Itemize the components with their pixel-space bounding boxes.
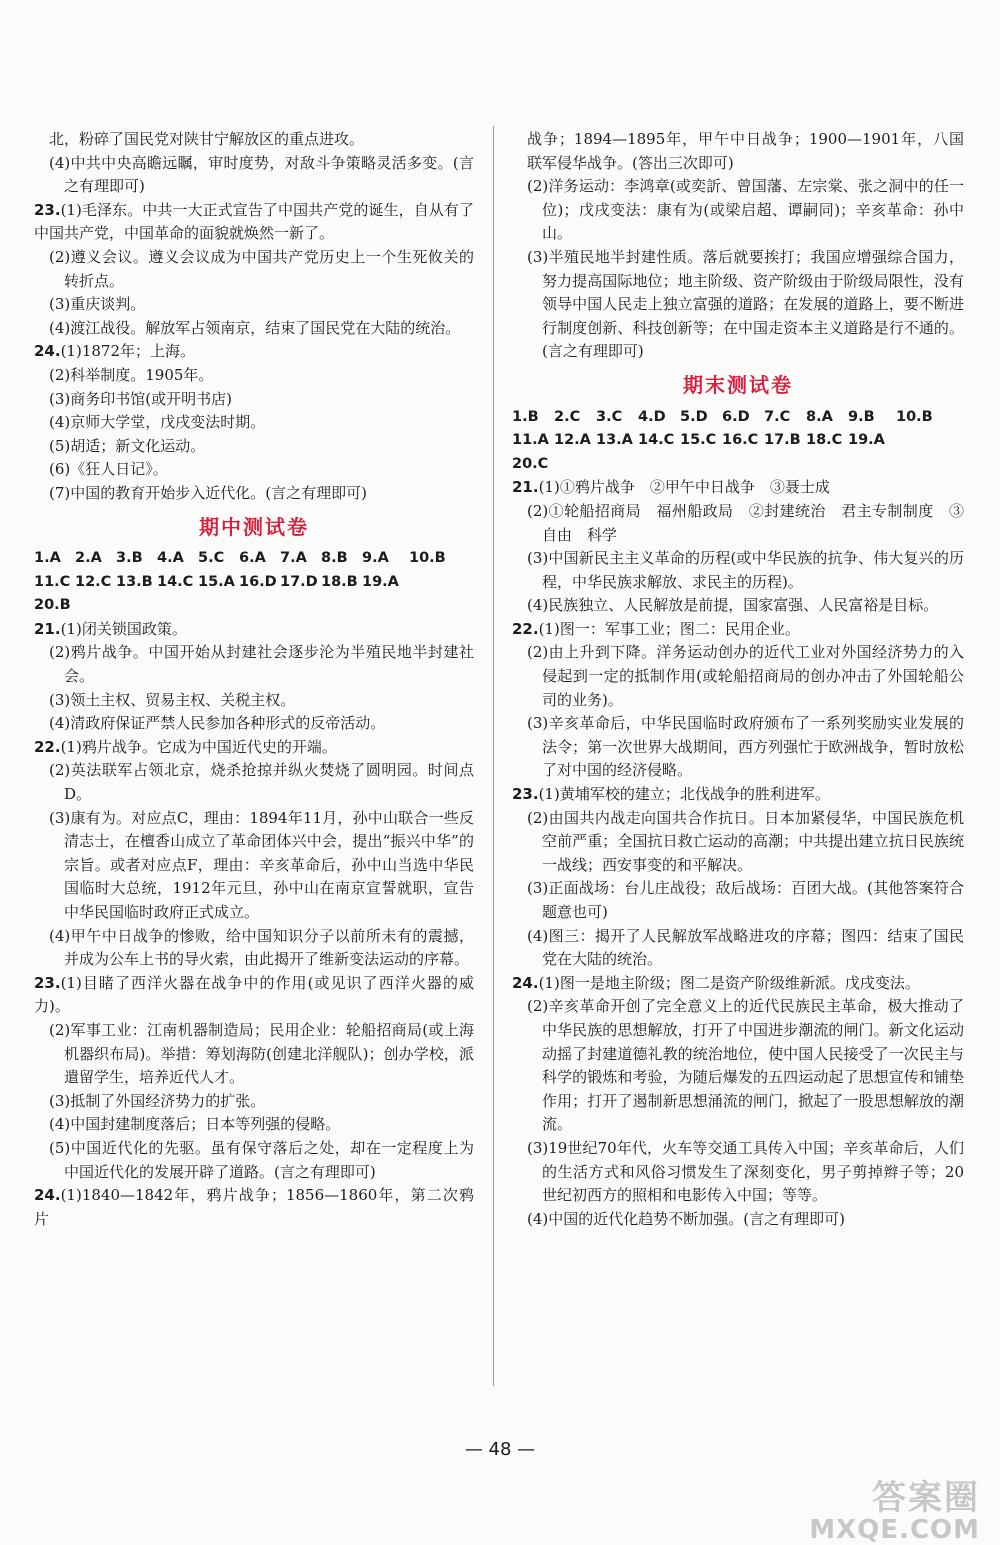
answer-text: (4)清政府保证严禁人民参加各种形式的反帝活动。 <box>49 714 386 733</box>
question-number: 23. <box>512 785 539 804</box>
answer-text: (2)遵义会议。遵义会议成为中国共产党历史上一个生死攸关的转折点。 <box>49 247 474 290</box>
answer-line <box>512 175 964 246</box>
mc-answer: 5.C <box>198 550 225 567</box>
mc-answer: 12.A <box>554 432 591 449</box>
answer-text: (4)中国的近代化趋势不断加强。(言之有理即可) <box>527 1209 845 1228</box>
answer-text: (3)辛亥革命后，中华民国临时政府颁布了一系列奖励实业发展的法令；第一次世界大战期间，西方列强忙于欧洲战争，暂时放松了对中国的经济侵略。 <box>527 714 964 780</box>
watermark-logo-text: 答案圈 <box>872 1478 980 1518</box>
answer-text: (5)胡适；新文化运动。 <box>49 436 206 455</box>
answer-text: (2)辛亥革命开创了完全意义上的近代民族民主革命，极大推动了中华民族的思想解放，打开了中国进步潮流的闸门。新文化运动动摇了封建道德礼教的统治地位，使中国人民接受了一次民主与科学的锻炼和考验，为随后爆发的五四运动起了思想宣传和铺垫作用；打开了遏制新思想涌流的闸门，掀起了一股思想解放的潮流。 <box>527 997 964 1134</box>
answer-line <box>34 736 474 760</box>
answer-line <box>34 689 474 713</box>
question-number: 21. <box>34 619 61 638</box>
answer-text: (3)抵制了外国经济势力的扩张。 <box>49 1091 266 1110</box>
mc-answer: 19.A <box>848 432 885 449</box>
answer-line <box>512 500 964 547</box>
answer-line <box>512 618 964 642</box>
question-number: 23. <box>34 200 61 219</box>
mc-row <box>34 594 474 618</box>
question-number: 23. <box>34 973 61 992</box>
final-multiple-choice <box>512 406 964 477</box>
mc-answer: 9.B <box>848 408 875 425</box>
question-number: 22. <box>34 737 61 756</box>
mc-answer: 8.B <box>321 550 348 567</box>
answer-line <box>34 972 474 1019</box>
answer-line <box>512 476 964 500</box>
answer-line <box>34 199 474 246</box>
answer-text: (2)①轮船招商局 福州船政局 ②封建统治 君主专制制度 ③自由 科学 <box>527 501 964 544</box>
mc-row <box>512 406 964 430</box>
mc-answer: 7.A <box>280 550 307 567</box>
mc-row <box>34 571 474 595</box>
answer-text: (3)商务印书馆(或开明书店) <box>49 389 232 408</box>
left-post-answers <box>34 618 474 1231</box>
mc-answer: 7.C <box>764 408 791 425</box>
answer-line <box>34 152 474 199</box>
answer-text: (3)重庆谈判。 <box>49 295 146 314</box>
right-column <box>512 128 964 1231</box>
answer-text: (6)《狂人日记》。 <box>49 460 168 479</box>
answer-text: (2)洋务运动：李鸿章(或奕訢、曾国藩、左宗棠、张之洞中的任一位)；戊戌变法：康有为(或梁启超、谭嗣同)；辛亥革命：孙中山。 <box>527 177 964 243</box>
mc-answer: 15.A <box>198 573 235 590</box>
answer-text: (3)领土主权、贸易主权、关税主权。 <box>49 690 296 709</box>
mc-answer: 4.A <box>157 550 184 567</box>
answer-text: (2)军事工业：江南机器制造局；民用企业：轮船招商局(或上海机器织布局)。举措：筹划海防(创建北洋舰队)；创办学校，派遣留学生，培养近代人才。 <box>49 1020 474 1087</box>
answer-line <box>34 340 474 364</box>
answer-text: (3)半殖民地半封建性质。落后就要挨打；我国应增强综合国力，努力提高国际地位；地主阶级、资产阶级由于阶级局限性，没有领导中国人民走上独立富强的道路；在发展的道路上，要不断进行制度创新、科技创新等；在中国走资本主义道路是行不通的。(言之有理即可) <box>527 247 964 361</box>
answer-text: (3)19世纪70年代，火车等交通工具传入中国；辛亥革命后，人们的生活方式和风俗习惯发生了深刻变化，男子剪掉辫子等；20世纪初西方的照相和电影传入中国；等等。 <box>527 1138 964 1205</box>
answer-line <box>34 759 474 806</box>
answer-line <box>512 807 964 878</box>
answer-line <box>512 783 964 807</box>
mc-answer: 2.C <box>554 408 581 425</box>
mc-answer: 10.B <box>896 408 933 425</box>
answer-line <box>512 925 964 972</box>
answer-line <box>512 246 964 364</box>
answer-text: (2)科举制度。1905年。 <box>49 365 214 384</box>
mc-answer: 11.A <box>512 432 549 449</box>
answer-line <box>34 807 474 925</box>
mc-answer: 14.C <box>157 573 194 590</box>
answer-line <box>34 712 474 736</box>
final-section-title: 期末测试卷 <box>683 372 793 397</box>
left-column <box>34 128 474 1231</box>
mc-answer: 16.C <box>722 432 759 449</box>
answer-line <box>512 1208 964 1232</box>
mc-answer: 12.C <box>75 573 112 590</box>
answer-line <box>34 1090 474 1114</box>
answer-text: (4)中国封建制度落后；日本等列强的侵略。 <box>49 1115 341 1134</box>
left-pre-answers <box>34 128 474 506</box>
page-number: — 48 — <box>464 1439 536 1460</box>
mc-answer: 13.B <box>116 573 153 590</box>
mc-answer: 1.A <box>34 550 61 567</box>
mc-answer: 1.B <box>512 408 539 425</box>
watermark-url: MXQE.COM <box>809 1515 980 1545</box>
answer-text: (4)中共中央高瞻远瞩，审时度势，对敌斗争策略灵活多变。(言之有理即可) <box>49 153 474 196</box>
answer-line <box>34 246 474 293</box>
mc-row <box>512 429 964 453</box>
answer-line <box>512 594 964 618</box>
answer-line <box>34 458 474 482</box>
answer-line <box>512 641 964 712</box>
answer-text: (2)英法联军占领北京，烧杀抢掠并纵火焚烧了圆明园。时间点D。 <box>49 761 474 804</box>
mc-answer: 3.B <box>116 550 143 567</box>
answer-line <box>34 411 474 435</box>
answer-text: (1)①鸦片战争 ②甲午中日战争 ③聂士成 <box>538 478 830 497</box>
mc-answer: 14.C <box>638 432 675 449</box>
mc-answer: 16.D <box>239 573 277 590</box>
mc-answer: 20.C <box>512 455 549 472</box>
answer-text: 北，粉碎了国民党对陕甘宁解放区的重点进攻。 <box>49 130 365 148</box>
answer-line <box>512 547 964 594</box>
answer-text: (1)图一：军事工业；图二：民用企业。 <box>538 619 800 638</box>
answer-text: (4)京师大学堂，戊戌变法时期。 <box>49 413 266 432</box>
mc-answer: 6.A <box>239 550 266 567</box>
answer-line <box>512 972 964 996</box>
answer-text: (4)渡江战役。解放军占领南京，结束了国民党在大陆的统治。 <box>49 318 461 337</box>
answer-text: 战争；1894—1895年，甲午中日战争；1900—1901年，八国联军侵华战争。(答出三次即可) <box>527 130 964 172</box>
answer-line <box>512 877 964 924</box>
question-number: 24. <box>34 1186 61 1205</box>
mc-answer: 13.A <box>596 432 633 449</box>
answer-text: (3)康有为。对应点C，理由：1894年11月，孙中山联合一些反清志士，在檀香山成立了革命团体兴中会，提出“振兴中华”的宗旨。或者对应点F，理由：辛亥革命后，孙中山当选中华民国临时大总统，1912年元旦，孙中山在南京宣誓就职，宣告中华民国临时政府正式成立。 <box>49 808 474 921</box>
answer-text: (7)中国的教育开始步入近代化。(言之有理即可) <box>49 483 367 502</box>
answer-text: (2)鸦片战争。中国开始从封建社会逐步沦为半殖民地半封建社会。 <box>49 643 474 686</box>
mc-answer: 18.B <box>321 573 358 590</box>
mc-row <box>512 453 964 477</box>
answer-text: (4)甲午中日战争的惨败，给中国知识分子以前所未有的震撼，并成为公车上书的导火索，由此揭开了维新变法运动的序幕。 <box>49 926 474 969</box>
mc-answer: 20.B <box>34 597 71 614</box>
answer-text: (3)正面战场：台儿庄战役；敌后战场：百团大战。(其他答案符合题意也可) <box>527 879 964 921</box>
mc-answer: 11.C <box>34 573 71 590</box>
answer-text: (1)1872年；上海。 <box>60 342 196 361</box>
question-number: 21. <box>512 478 539 497</box>
answer-text: (1)目睹了西洋火器在战争中的作用(或见识了西洋火器的威力)。 <box>34 973 474 1016</box>
answer-line <box>34 641 474 688</box>
mc-answer: 19.A <box>362 573 399 590</box>
mc-row <box>34 547 474 571</box>
answer-line <box>34 1113 474 1137</box>
mc-answer: 5.D <box>680 408 708 425</box>
mc-answer: 17.D <box>280 573 318 590</box>
question-number: 24. <box>34 342 61 361</box>
mc-answer: 6.D <box>722 408 750 425</box>
mc-answer: 8.A <box>806 408 833 425</box>
answer-line <box>34 618 474 642</box>
answer-line <box>34 293 474 317</box>
answer-text: (1)图一是地主阶级；图二是资产阶级维新派。戊戌变法。 <box>538 973 920 992</box>
answer-text: (4)民族独立、人民解放是前提，国家富强、人民富裕是目标。 <box>527 596 939 615</box>
answer-line <box>512 712 964 783</box>
answer-line <box>34 1137 474 1184</box>
answer-line <box>34 925 474 972</box>
mc-answer: 18.C <box>806 432 843 449</box>
answer-text: (3)中国新民主主义革命的历程(或中华民族的抗争、伟大复兴的历程，中华民族求解放、求民主的历程)。 <box>527 549 964 591</box>
answer-line <box>512 128 964 175</box>
midterm-section-title: 期中测试卷 <box>199 514 309 539</box>
midterm-multiple-choice <box>34 547 474 618</box>
mc-answer: 17.B <box>764 432 801 449</box>
right-pre-answers <box>512 128 964 364</box>
right-post-answers <box>512 476 964 1231</box>
question-number: 22. <box>512 619 539 638</box>
answer-line <box>34 388 474 412</box>
answer-line <box>34 317 474 341</box>
answer-line <box>34 1019 474 1090</box>
mc-answer: 9.A <box>362 550 389 567</box>
answer-text: (1)鸦片战争。它成为中国近代史的开端。 <box>60 737 337 756</box>
mc-answer: 3.C <box>596 408 623 425</box>
answer-text: (1)1840—1842年，鸦片战争；1856—1860年，第二次鸦片 <box>34 1186 474 1228</box>
answer-text: (1)黄埔军校的建立；北伐战争的胜利进军。 <box>538 785 830 804</box>
mc-answer: 10.B <box>409 550 446 567</box>
answer-line <box>34 1184 474 1231</box>
answer-line <box>34 435 474 459</box>
answer-line <box>34 128 474 152</box>
answer-line <box>512 995 964 1137</box>
answer-text: (4)图三：揭开了人民解放军战略进攻的序幕；图四：结束了国民党在大陆的统治。 <box>527 926 964 969</box>
answer-line <box>512 1137 964 1208</box>
watermark <box>809 1470 980 1545</box>
answer-text: (1)闭关锁国政策。 <box>60 619 187 638</box>
answer-line <box>34 482 474 506</box>
answer-text: (2)由国共内战走向国共合作抗日。日本加紧侵华，中国民族危机空前严重；全国抗日救亡运动的高潮；中共提出建立抗日民族统一战线；西安事变的和平解决。 <box>527 808 964 874</box>
answer-text: (2)由上升到下降。洋务运动创办的近代工业对外国经济势力的入侵起到一定的抵制作用(或轮船招商局的创办冲击了外国轮船公司的业务)。 <box>527 643 964 709</box>
answer-text: (5)中国近代化的先驱。虽有保守落后之处，却在一定程度上为中国近代化的发展开辟了道路。(言之有理即可) <box>49 1138 474 1181</box>
mc-answer: 15.C <box>680 432 717 449</box>
mc-answer: 2.A <box>75 550 102 567</box>
question-number: 24. <box>512 973 539 992</box>
mc-answer: 4.D <box>638 408 666 425</box>
column-divider <box>493 126 494 1386</box>
answer-text: (1)毛泽东。中共一大正式宣告了中国共产党的诞生，自从有了中国共产党，中国革命的面貌就焕然一新了。 <box>34 200 474 243</box>
answer-line <box>34 364 474 388</box>
